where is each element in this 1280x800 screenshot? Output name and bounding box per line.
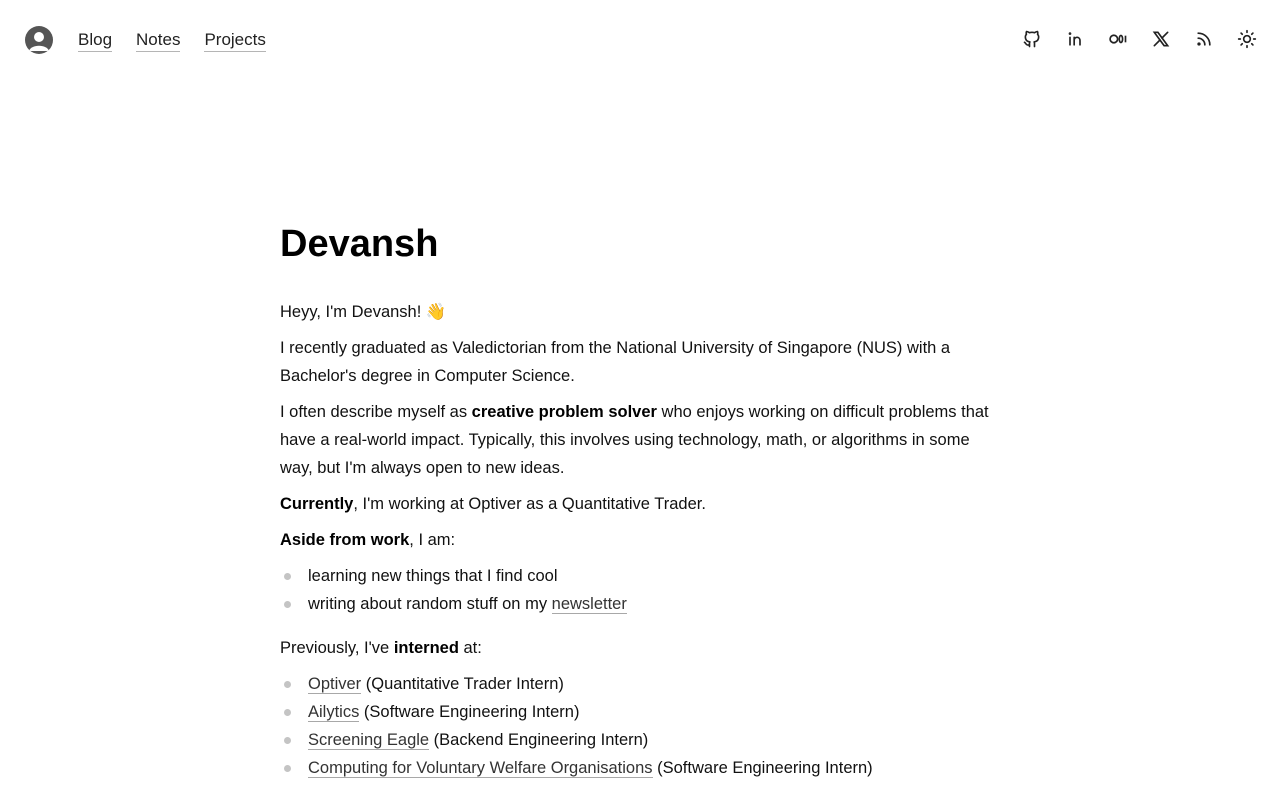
currently-bold: Currently xyxy=(280,495,354,513)
nav-link-blog[interactable]: Blog xyxy=(78,29,112,52)
sun-icon[interactable] xyxy=(1236,28,1258,50)
social-icons xyxy=(1021,28,1258,50)
github-icon[interactable] xyxy=(1021,28,1043,50)
list-item xyxy=(280,590,1000,618)
list-item xyxy=(280,670,1000,698)
internship-role: (Backend Engineering Intern) xyxy=(429,731,649,749)
intro-paragraph: I recently graduated as Valedictorian from the National University of Singapore (NUS) with a Bachelor's degree in Computer Science. xyxy=(280,339,951,385)
x-icon[interactable] xyxy=(1150,28,1172,50)
company-link-screening-eagle[interactable]: Screening Eagle xyxy=(308,731,430,749)
describe-suffix: who enjoys working on difficult problems that have a real-world impact. Typically, this involves using technology, math, or algorithms in some way, but I'm always open to new ideas. xyxy=(280,403,989,477)
describe-bold: creative problem solver xyxy=(471,403,657,421)
internship-role: (Software Engineering Intern) xyxy=(359,703,580,721)
aside-list xyxy=(280,562,1000,618)
aside-bold: Aside from work xyxy=(280,531,410,549)
nav-link-projects[interactable]: Projects xyxy=(204,29,265,52)
previously-suffix: at: xyxy=(458,639,482,657)
internship-role: (Software Engineering Intern) xyxy=(652,759,873,777)
list-item xyxy=(280,754,1000,782)
previously-bold: interned xyxy=(393,639,459,657)
rss-icon[interactable] xyxy=(1193,28,1215,50)
aside-paragraph xyxy=(280,526,1000,554)
internship-role: (Quantitative Trader Intern) xyxy=(361,675,564,693)
internship-list xyxy=(280,670,1000,782)
list-item xyxy=(280,562,1000,590)
aside-item-text: writing about random stuff on my xyxy=(308,595,552,613)
list-item xyxy=(280,726,1000,754)
aside-item-text: learning new things that I find cool xyxy=(308,567,558,585)
main-content xyxy=(280,220,1000,798)
describe-prefix: I often describe myself as xyxy=(280,403,472,421)
currently-suffix: , I'm working at Optiver as a Quantitative Trader. xyxy=(353,495,706,513)
user-icon xyxy=(25,26,53,54)
avatar-logo[interactable] xyxy=(25,26,53,54)
linkedin-icon[interactable] xyxy=(1064,28,1086,50)
medium-icon[interactable] xyxy=(1107,28,1129,50)
page-title: Devansh xyxy=(280,223,439,265)
company-link-ailytics[interactable]: Ailytics xyxy=(308,703,360,721)
describe-paragraph xyxy=(280,398,1000,482)
previously-paragraph xyxy=(280,634,1000,662)
aside-suffix: , I am: xyxy=(409,531,456,549)
main-nav xyxy=(78,29,266,52)
newsletter-link[interactable]: newsletter xyxy=(551,595,627,613)
previously-prefix: Previously, I've xyxy=(280,639,394,657)
greeting: Heyy, I'm Devansh! 👋 xyxy=(280,303,447,321)
company-link-optiver[interactable]: Optiver xyxy=(308,675,362,693)
currently-paragraph xyxy=(280,490,1000,518)
company-link-cvwo[interactable]: Computing for Voluntary Welfare Organisations xyxy=(308,759,653,777)
list-item xyxy=(280,698,1000,726)
header xyxy=(0,0,1280,80)
nav-link-notes[interactable]: Notes xyxy=(136,29,180,52)
